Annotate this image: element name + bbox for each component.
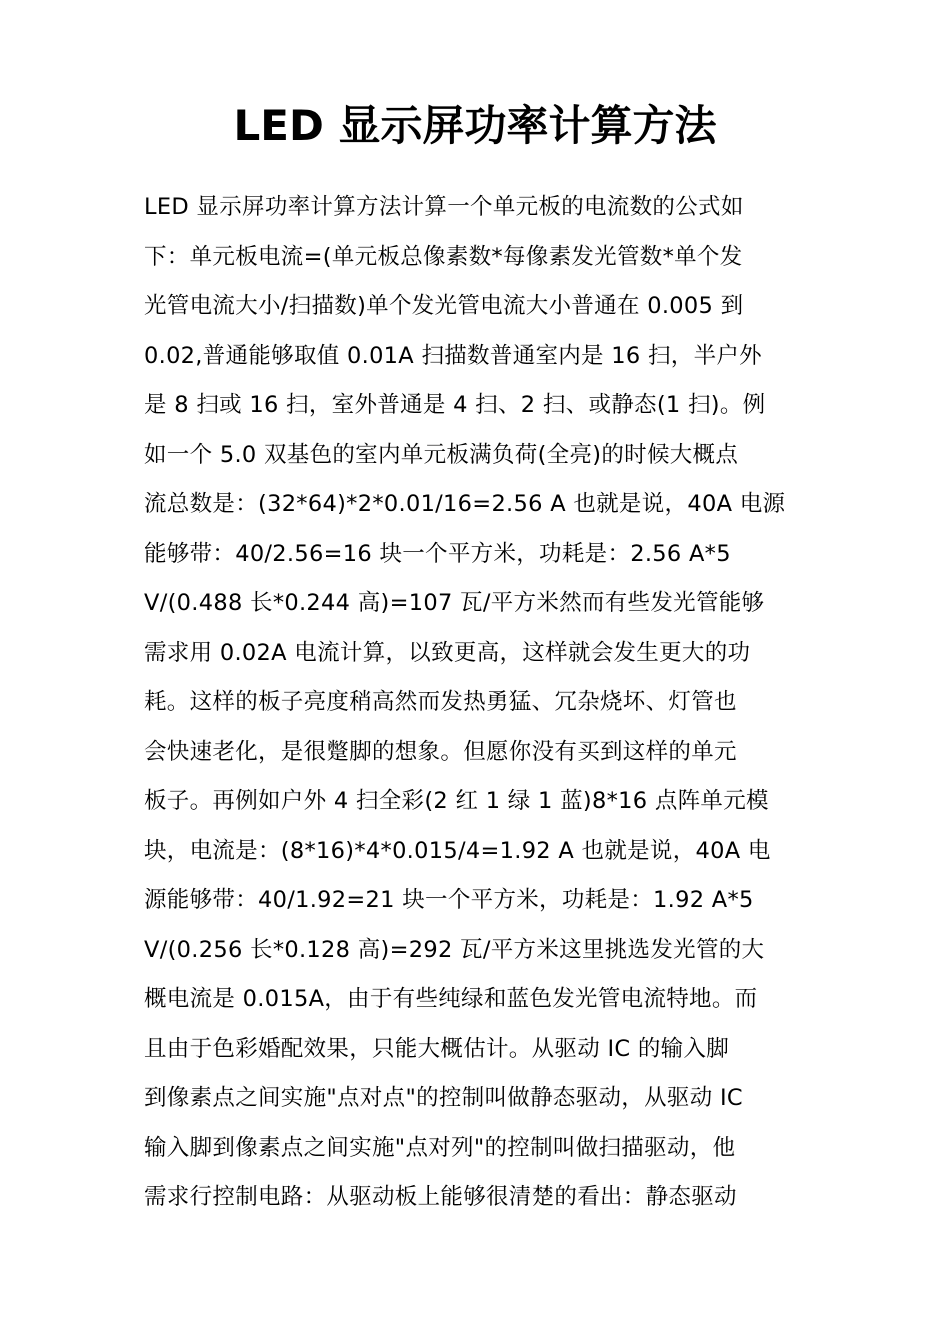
document-title (0, 98, 950, 154)
body-line: 能够带：40/2.56=16 块一个平方米，功耗是：2.56 A*5 (144, 540, 731, 567)
body-line: 到像素点之间实施"点对点"的控制叫做静态驱动，从驱动 IC (144, 1085, 743, 1111)
body-line: 概电流是 0.015A，由于有些纯绿和蓝色发光管电流特地。而 (144, 986, 758, 1012)
body-line: 块，电流是：(8*16)*4*0.015/4=1.92 A 也就是说，40A 电 (144, 837, 771, 864)
body-line: LED 显示屏功率计算方法计算一个单元板的电流数的公式如 (144, 194, 744, 220)
document-title-latin: LED (233, 101, 324, 150)
body-line: 会快速老化，是很蹩脚的想象。但愿你没有买到这样的单元 (144, 738, 737, 765)
body-line: 输入脚到像素点之间实施"点对列"的控制叫做扫描驱动，他 (144, 1134, 736, 1161)
body-line: 源能够带：40/1.92=21 块一个平方米，功耗是：1.92 A*5 (144, 887, 754, 913)
body-line: 如一个 5.0 双基色的室内单元板满负荷(全亮)的时候大概点 (144, 441, 739, 468)
document-title-text: 显示屏功率计算方法 (323, 101, 717, 150)
body-line: 板子。再例如户外 4 扫全彩(2 红 1 绿 1 蓝)8*16 点阵单元模 (144, 788, 769, 814)
body-line: 0.02,普通能够取值 0.01A 扫描数普通室内是 16 扫，半户外 (144, 342, 762, 369)
body-line: 且由于色彩婚配效果，只能大概估计。从驱动 IC 的输入脚 (144, 1035, 730, 1062)
body-line: V/(0.256 长*0.128 高)=292 瓦/平方米这里挑选发光管的大 (144, 936, 765, 963)
body-line: 光管电流大小/扫描数)单个发光管电流大小普通在 0.005 到 (144, 293, 744, 319)
body-line: 下：单元板电流=(单元板总像素数*每像素发光管数*单个发 (144, 243, 743, 270)
body-line: 流总数是：(32*64)*2*0.01/16=2.56 A 也就是说，40A 电源 (144, 491, 786, 517)
body-line: V/(0.488 长*0.244 高)=107 瓦/平方米然而有些发光管能够 (144, 590, 765, 616)
body-line: 耗。这样的板子亮度稍高然而发热勇猛、冗杂烧坏、灯管也 (144, 689, 737, 715)
body-line: 需求用 0.02A 电流计算，以致更高，这样就会发生更大的功 (144, 639, 751, 666)
body-line: 需求行控制电路：从驱动板上能够很清楚的看出：静态驱动 (144, 1184, 737, 1210)
document-body (144, 183, 814, 1223)
body-line: 是 8 扫或 16 扫，室外普通是 4 扫、2 扫、或静态(1 扫)。例 (144, 392, 766, 418)
